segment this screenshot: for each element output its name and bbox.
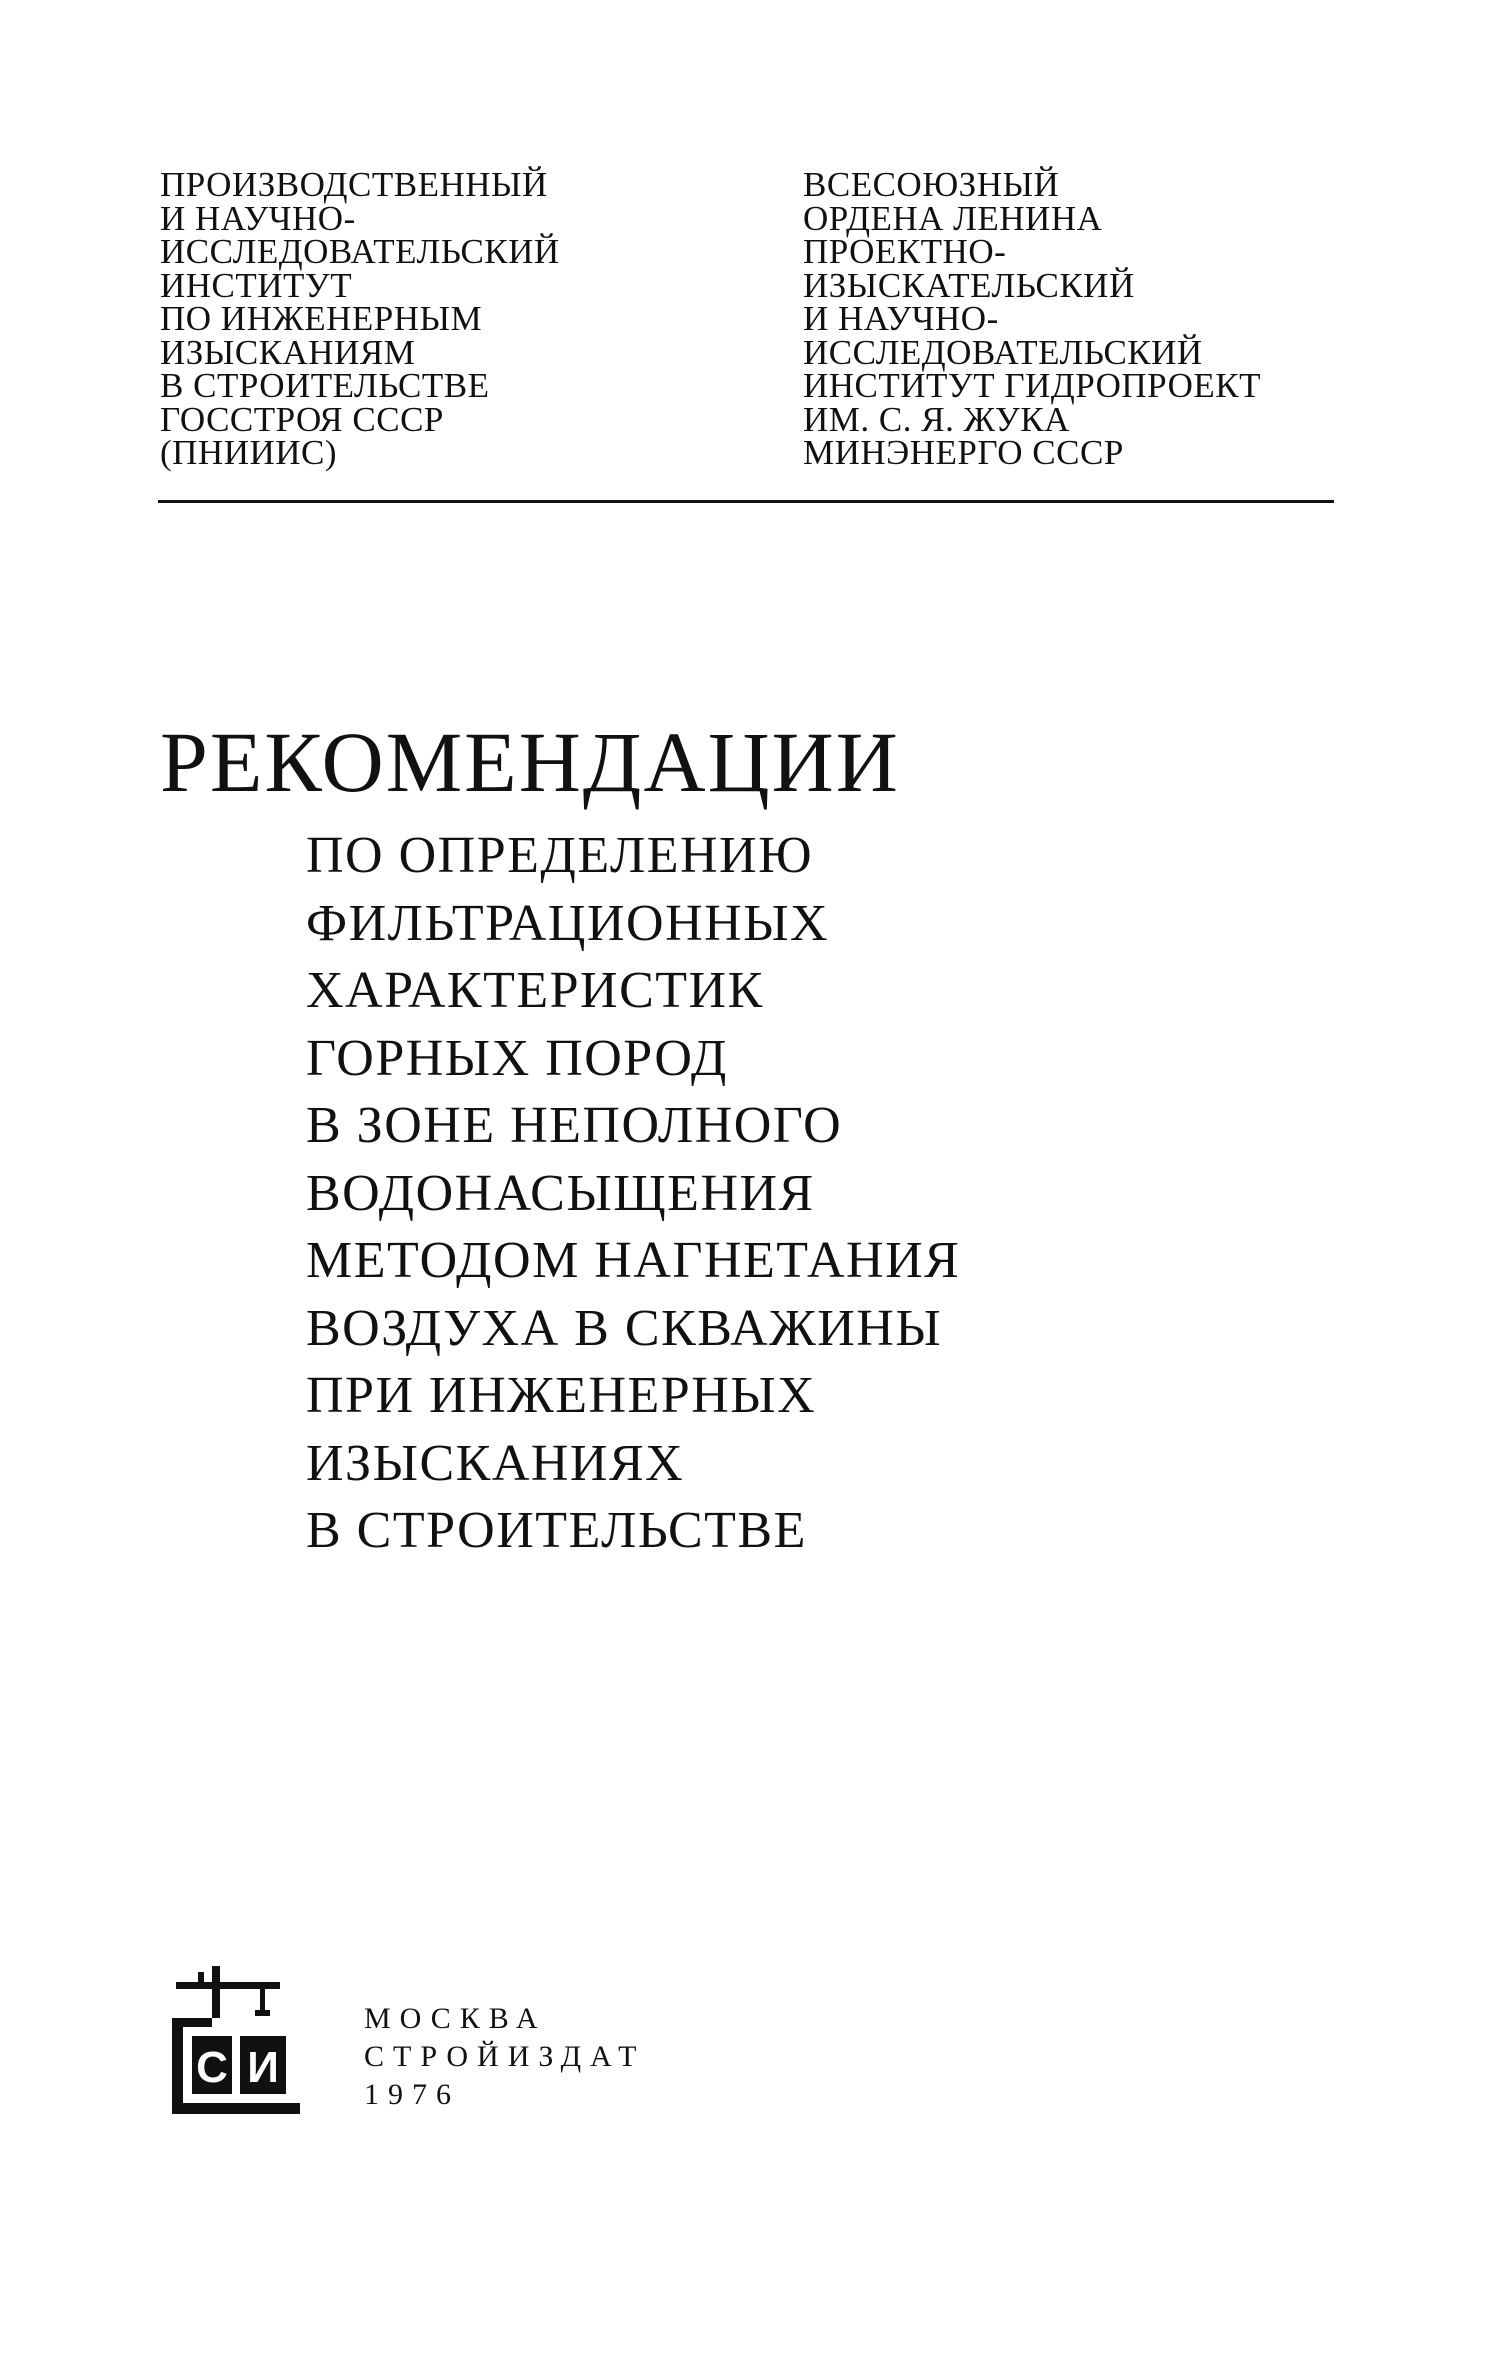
right-org-line: ПРОЕКТНО-: [803, 232, 1007, 271]
left-org-line: ПРОИЗВОДСТВЕННЫЙ: [160, 165, 548, 204]
subtitle-line: ФИЛЬТРАЦИОННЫХ: [306, 894, 830, 952]
publisher-imprint: [364, 2000, 645, 2114]
left-org-line: ИНСТИТУТ: [160, 265, 353, 305]
left-org-line: ИССЛЕДОВАТЕЛЬСКИЙ: [160, 232, 560, 271]
right-organization: [803, 165, 1261, 472]
left-org-line: В СТРОИТЕЛЬСТВЕ: [160, 366, 490, 405]
publication-year: 1976: [364, 2078, 460, 2111]
left-org-line: ГОССТРОЯ СССР: [160, 399, 444, 439]
subtitle-line: ВОДОНАСЫЩЕНИЯ: [306, 1164, 815, 1222]
subtitle-line: В СТРОИТЕЛЬСТВЕ: [306, 1502, 807, 1559]
subtitle-line: ГОРНЫХ ПОРОД: [306, 1029, 728, 1087]
stroyizdat-logo-icon: [170, 1966, 302, 2116]
right-org-line: ИНСТИТУТ ГИДРОПРОЕКТ: [803, 366, 1261, 405]
subtitle-line: МЕТОДОМ НАГНЕТАНИЯ: [306, 1232, 961, 1289]
publisher-city: МОСКВА: [364, 2002, 547, 2035]
left-org-line: ИЗЫСКАНИЯМ: [160, 332, 416, 372]
subtitle-line: ПРИ ИНЖЕНЕРНЫХ: [306, 1367, 817, 1424]
left-org-line: ПО ИНЖЕНЕРНЫМ: [160, 299, 483, 338]
logo-letter: И: [247, 2043, 279, 2092]
subtitle-line: ХАРАКТЕРИСТИК: [306, 962, 764, 1019]
document-title: РЕКОМЕНДАЦИИ: [160, 714, 900, 810]
header-divider: [158, 500, 1334, 503]
publisher-name: СТРОЙИЗДАТ: [364, 2040, 646, 2073]
left-organization: [160, 165, 560, 472]
subtitle-line: ПО ОПРЕДЕЛЕНИЮ: [306, 827, 814, 884]
subtitle-line: ИЗЫСКАНИЯХ: [306, 1434, 685, 1492]
right-org-line: ИМ. С. Я. ЖУКА: [803, 399, 1070, 439]
right-org-line: ВСЕСОЮЗНЫЙ: [803, 165, 1060, 204]
subtitle-line: В ЗОНЕ НЕПОЛНОГО: [306, 1097, 843, 1154]
left-org-line: (ПНИИИС): [160, 433, 338, 472]
right-org-line: ИССЛЕДОВАТЕЛЬСКИЙ: [803, 332, 1203, 372]
right-org-line: МИНЭНЕРГО СССР: [803, 433, 1124, 472]
subtitle-line: ВОЗДУХА В СКВАЖИНЫ: [306, 1299, 943, 1357]
right-org-line: ИЗЫСКАТЕЛЬСКИЙ: [803, 265, 1135, 305]
left-org-line: И НАУЧНО-: [160, 198, 356, 238]
document-subtitle: [306, 822, 960, 1565]
right-org-line: И НАУЧНО-: [803, 299, 999, 338]
right-org-line: ОРДЕНА ЛЕНИНА: [803, 198, 1103, 238]
logo-letter: С: [196, 2043, 228, 2092]
